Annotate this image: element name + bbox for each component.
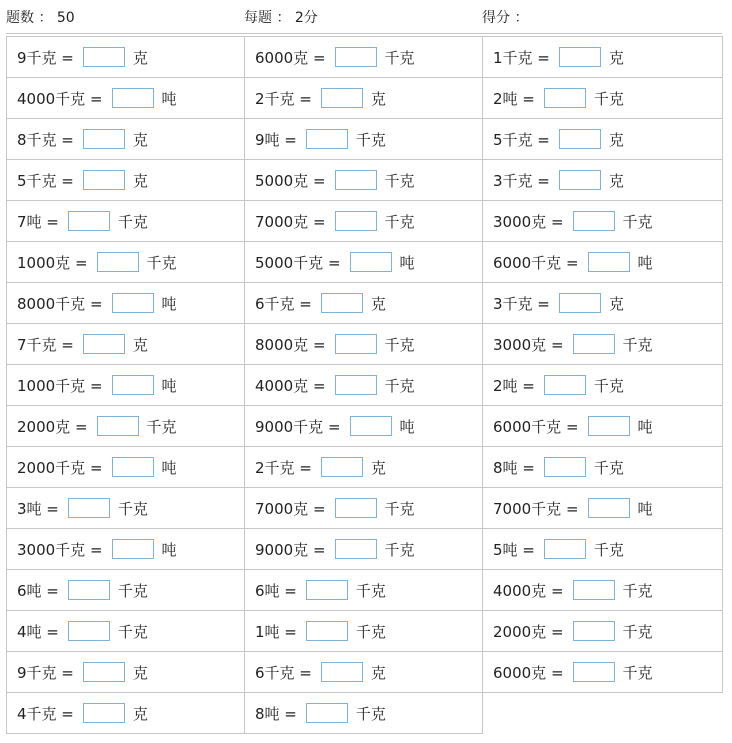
question-cell bbox=[245, 365, 483, 406]
answer-input[interactable] bbox=[83, 662, 125, 682]
question-expression: 9千克 = bbox=[17, 663, 74, 682]
answer-input[interactable] bbox=[559, 170, 601, 190]
answer-unit: 千克 bbox=[622, 212, 653, 231]
question-expression: 7000克 = bbox=[255, 499, 326, 518]
question-cell bbox=[7, 529, 245, 570]
answer-input[interactable] bbox=[306, 580, 348, 600]
question-cell bbox=[483, 406, 723, 447]
answer-unit: 千克 bbox=[622, 581, 653, 600]
question-cell bbox=[483, 611, 723, 652]
question-expression: 5000千克 = bbox=[255, 253, 341, 272]
question-expression: 3千克 = bbox=[493, 171, 550, 190]
question-cell bbox=[7, 693, 245, 734]
answer-input[interactable] bbox=[350, 252, 392, 272]
answer-input[interactable] bbox=[573, 621, 615, 641]
question-row bbox=[7, 693, 723, 734]
answer-unit: 吨 bbox=[637, 253, 653, 272]
answer-input[interactable] bbox=[573, 580, 615, 600]
question-cell bbox=[245, 611, 483, 652]
answer-input[interactable] bbox=[588, 416, 630, 436]
header-divider bbox=[6, 33, 722, 34]
question-cell bbox=[483, 652, 723, 693]
question-cell bbox=[483, 78, 723, 119]
question-expression: 5000克 = bbox=[255, 171, 326, 190]
question-cell bbox=[7, 365, 245, 406]
question-expression: 4吨 = bbox=[17, 622, 59, 641]
question-expression: 1千克 = bbox=[493, 48, 550, 67]
answer-input[interactable] bbox=[559, 129, 601, 149]
answer-unit: 千克 bbox=[117, 499, 148, 518]
answer-input[interactable] bbox=[97, 252, 139, 272]
question-expression: 1000千克 = bbox=[17, 376, 103, 395]
answer-input[interactable] bbox=[350, 416, 392, 436]
question-expression: 6吨 = bbox=[255, 581, 297, 600]
question-expression: 9吨 = bbox=[255, 130, 297, 149]
answer-input[interactable] bbox=[83, 334, 125, 354]
question-expression: 3千克 = bbox=[493, 294, 550, 313]
question-cell bbox=[245, 201, 483, 242]
answer-unit: 千克 bbox=[593, 89, 624, 108]
question-expression: 3000千克 = bbox=[17, 540, 103, 559]
answer-unit: 吨 bbox=[161, 89, 177, 108]
question-row bbox=[7, 78, 723, 119]
answer-input[interactable] bbox=[97, 416, 139, 436]
answer-input[interactable] bbox=[559, 47, 601, 67]
answer-input[interactable] bbox=[68, 580, 110, 600]
question-expression: 2000克 = bbox=[493, 622, 564, 641]
answer-unit: 克 bbox=[370, 663, 386, 682]
answer-unit: 克 bbox=[132, 171, 148, 190]
question-expression: 5吨 = bbox=[493, 540, 535, 559]
question-expression: 5千克 = bbox=[493, 130, 550, 149]
question-cell bbox=[245, 160, 483, 201]
question-expression: 3000克 = bbox=[493, 335, 564, 354]
score-label: 得分 ： bbox=[482, 10, 529, 26]
question-cell bbox=[245, 119, 483, 160]
points-per-question: 每题 ： 2分 bbox=[244, 10, 318, 26]
answer-unit: 克 bbox=[132, 130, 148, 149]
answer-unit: 千克 bbox=[593, 540, 624, 559]
question-cell bbox=[483, 488, 723, 529]
question-expression: 5千克 = bbox=[17, 171, 74, 190]
worksheet-header bbox=[0, 0, 732, 33]
question-expression: 3000克 = bbox=[493, 212, 564, 231]
answer-input[interactable] bbox=[335, 375, 377, 395]
question-row bbox=[7, 529, 723, 570]
answer-input[interactable] bbox=[335, 211, 377, 231]
question-row bbox=[7, 447, 723, 488]
question-cell bbox=[483, 37, 723, 78]
answer-input[interactable] bbox=[573, 662, 615, 682]
answer-unit: 克 bbox=[370, 294, 386, 313]
question-row bbox=[7, 406, 723, 447]
answer-unit: 千克 bbox=[384, 335, 415, 354]
question-row bbox=[7, 365, 723, 406]
question-row bbox=[7, 488, 723, 529]
answer-input[interactable] bbox=[68, 211, 110, 231]
question-expression: 2000克 = bbox=[17, 417, 88, 436]
question-cell bbox=[245, 242, 483, 283]
answer-input[interactable] bbox=[321, 293, 363, 313]
answer-unit: 吨 bbox=[161, 540, 177, 559]
answer-unit: 吨 bbox=[161, 376, 177, 395]
answer-input[interactable] bbox=[306, 621, 348, 641]
answer-input[interactable] bbox=[335, 539, 377, 559]
answer-unit: 千克 bbox=[384, 212, 415, 231]
question-cell bbox=[7, 201, 245, 242]
answer-input[interactable] bbox=[112, 293, 154, 313]
question-expression: 2吨 = bbox=[493, 376, 535, 395]
question-expression: 4千克 = bbox=[17, 704, 74, 723]
answer-input[interactable] bbox=[112, 375, 154, 395]
empty-cell bbox=[483, 693, 723, 734]
question-cell bbox=[483, 365, 723, 406]
question-expression: 7000千克 = bbox=[493, 499, 579, 518]
answer-input[interactable] bbox=[544, 457, 586, 477]
answer-unit: 千克 bbox=[355, 704, 386, 723]
answer-unit: 吨 bbox=[399, 253, 415, 272]
question-cell bbox=[245, 324, 483, 365]
question-expression: 6千克 = bbox=[255, 663, 312, 682]
question-expression: 9千克 = bbox=[17, 48, 74, 67]
question-expression: 6000千克 = bbox=[493, 253, 579, 272]
question-row bbox=[7, 160, 723, 201]
question-cell bbox=[7, 283, 245, 324]
answer-unit: 千克 bbox=[146, 253, 177, 272]
question-cell bbox=[7, 406, 245, 447]
question-cell bbox=[245, 652, 483, 693]
answer-input[interactable] bbox=[559, 293, 601, 313]
answer-input[interactable] bbox=[112, 539, 154, 559]
answer-unit: 克 bbox=[132, 663, 148, 682]
answer-unit: 千克 bbox=[384, 376, 415, 395]
question-expression: 6000千克 = bbox=[493, 417, 579, 436]
question-cell bbox=[245, 283, 483, 324]
question-expression: 2000千克 = bbox=[17, 458, 103, 477]
answer-input[interactable] bbox=[112, 88, 154, 108]
question-expression: 6千克 = bbox=[255, 294, 312, 313]
question-cell bbox=[7, 37, 245, 78]
question-cell bbox=[7, 570, 245, 611]
question-cell bbox=[245, 488, 483, 529]
question-expression: 8吨 = bbox=[493, 458, 535, 477]
question-cell bbox=[483, 283, 723, 324]
answer-input[interactable] bbox=[83, 129, 125, 149]
question-cell bbox=[483, 570, 723, 611]
question-cell bbox=[7, 160, 245, 201]
answer-input[interactable] bbox=[83, 170, 125, 190]
question-row bbox=[7, 201, 723, 242]
answer-unit: 千克 bbox=[384, 499, 415, 518]
question-expression: 1吨 = bbox=[255, 622, 297, 641]
answer-unit: 吨 bbox=[637, 499, 653, 518]
question-row bbox=[7, 611, 723, 652]
question-cell bbox=[483, 529, 723, 570]
answer-unit: 克 bbox=[370, 89, 386, 108]
answer-unit: 克 bbox=[608, 130, 624, 149]
question-cell bbox=[483, 242, 723, 283]
answer-input[interactable] bbox=[335, 47, 377, 67]
answer-input[interactable] bbox=[321, 88, 363, 108]
answer-unit: 千克 bbox=[355, 130, 386, 149]
question-expression: 1000克 = bbox=[17, 253, 88, 272]
question-expression: 9000千克 = bbox=[255, 417, 341, 436]
question-grid bbox=[6, 36, 723, 734]
answer-unit: 千克 bbox=[384, 540, 415, 559]
answer-unit: 克 bbox=[608, 294, 624, 313]
answer-unit: 吨 bbox=[637, 417, 653, 436]
answer-unit: 千克 bbox=[117, 581, 148, 600]
answer-input[interactable] bbox=[544, 88, 586, 108]
answer-unit: 克 bbox=[132, 335, 148, 354]
question-cell bbox=[245, 447, 483, 488]
question-expression: 6000克 = bbox=[493, 663, 564, 682]
answer-unit: 克 bbox=[370, 458, 386, 477]
question-row bbox=[7, 283, 723, 324]
answer-unit: 千克 bbox=[384, 48, 415, 67]
question-cell bbox=[245, 37, 483, 78]
answer-unit: 千克 bbox=[117, 212, 148, 231]
question-row bbox=[7, 652, 723, 693]
answer-input[interactable] bbox=[112, 457, 154, 477]
answer-unit: 千克 bbox=[384, 171, 415, 190]
question-cell bbox=[7, 324, 245, 365]
answer-unit: 吨 bbox=[161, 458, 177, 477]
question-expression: 2千克 = bbox=[255, 89, 312, 108]
answer-input[interactable] bbox=[306, 129, 348, 149]
answer-unit: 千克 bbox=[355, 622, 386, 641]
answer-unit: 千克 bbox=[593, 376, 624, 395]
question-expression: 2吨 = bbox=[493, 89, 535, 108]
answer-input[interactable] bbox=[335, 334, 377, 354]
question-cell bbox=[245, 570, 483, 611]
answer-input[interactable] bbox=[544, 539, 586, 559]
answer-unit: 千克 bbox=[622, 335, 653, 354]
question-cell bbox=[245, 529, 483, 570]
question-cell bbox=[483, 201, 723, 242]
question-cell bbox=[245, 406, 483, 447]
question-count: 题数 ： 50 bbox=[6, 10, 75, 26]
answer-unit: 吨 bbox=[161, 294, 177, 313]
question-cell bbox=[483, 160, 723, 201]
answer-input[interactable] bbox=[68, 498, 110, 518]
question-cell bbox=[245, 78, 483, 119]
answer-input[interactable] bbox=[321, 662, 363, 682]
answer-input[interactable] bbox=[83, 47, 125, 67]
question-expression: 8000千克 = bbox=[17, 294, 103, 313]
answer-input[interactable] bbox=[83, 703, 125, 723]
question-cell bbox=[7, 78, 245, 119]
question-expression: 8000克 = bbox=[255, 335, 326, 354]
question-expression: 9000克 = bbox=[255, 540, 326, 559]
answer-input[interactable] bbox=[306, 703, 348, 723]
answer-unit: 吨 bbox=[399, 417, 415, 436]
answer-input[interactable] bbox=[588, 498, 630, 518]
answer-unit: 克 bbox=[608, 171, 624, 190]
answer-input[interactable] bbox=[544, 375, 586, 395]
answer-unit: 千克 bbox=[593, 458, 624, 477]
question-expression: 7千克 = bbox=[17, 335, 74, 354]
question-cell bbox=[7, 611, 245, 652]
question-expression: 4000千克 = bbox=[17, 89, 103, 108]
answer-input[interactable] bbox=[335, 170, 377, 190]
question-expression: 7吨 = bbox=[17, 212, 59, 231]
question-row bbox=[7, 37, 723, 78]
question-expression: 6000克 = bbox=[255, 48, 326, 67]
answer-unit: 千克 bbox=[355, 581, 386, 600]
question-expression: 6吨 = bbox=[17, 581, 59, 600]
answer-input[interactable] bbox=[573, 211, 615, 231]
answer-input[interactable] bbox=[335, 498, 377, 518]
answer-input[interactable] bbox=[588, 252, 630, 272]
question-row bbox=[7, 570, 723, 611]
question-row bbox=[7, 242, 723, 283]
question-expression: 3吨 = bbox=[17, 499, 59, 518]
question-expression: 7000克 = bbox=[255, 212, 326, 231]
question-cell bbox=[7, 652, 245, 693]
answer-input[interactable] bbox=[321, 457, 363, 477]
answer-unit: 克 bbox=[608, 48, 624, 67]
question-cell bbox=[7, 119, 245, 160]
answer-unit: 千克 bbox=[146, 417, 177, 436]
answer-unit: 千克 bbox=[622, 622, 653, 641]
question-cell bbox=[7, 488, 245, 529]
question-row bbox=[7, 324, 723, 365]
answer-unit: 克 bbox=[132, 48, 148, 67]
question-cell bbox=[483, 324, 723, 365]
answer-input[interactable] bbox=[573, 334, 615, 354]
question-cell bbox=[483, 119, 723, 160]
question-cell bbox=[7, 242, 245, 283]
question-cell bbox=[7, 447, 245, 488]
question-expression: 8千克 = bbox=[17, 130, 74, 149]
question-cell bbox=[483, 447, 723, 488]
question-expression: 4000克 = bbox=[493, 581, 564, 600]
question-cell bbox=[245, 693, 483, 734]
answer-unit: 千克 bbox=[622, 663, 653, 682]
question-expression: 8吨 = bbox=[255, 704, 297, 723]
answer-input[interactable] bbox=[68, 621, 110, 641]
question-expression: 4000克 = bbox=[255, 376, 326, 395]
answer-unit: 克 bbox=[132, 704, 148, 723]
question-row bbox=[7, 119, 723, 160]
question-expression: 2千克 = bbox=[255, 458, 312, 477]
answer-unit: 千克 bbox=[117, 622, 148, 641]
